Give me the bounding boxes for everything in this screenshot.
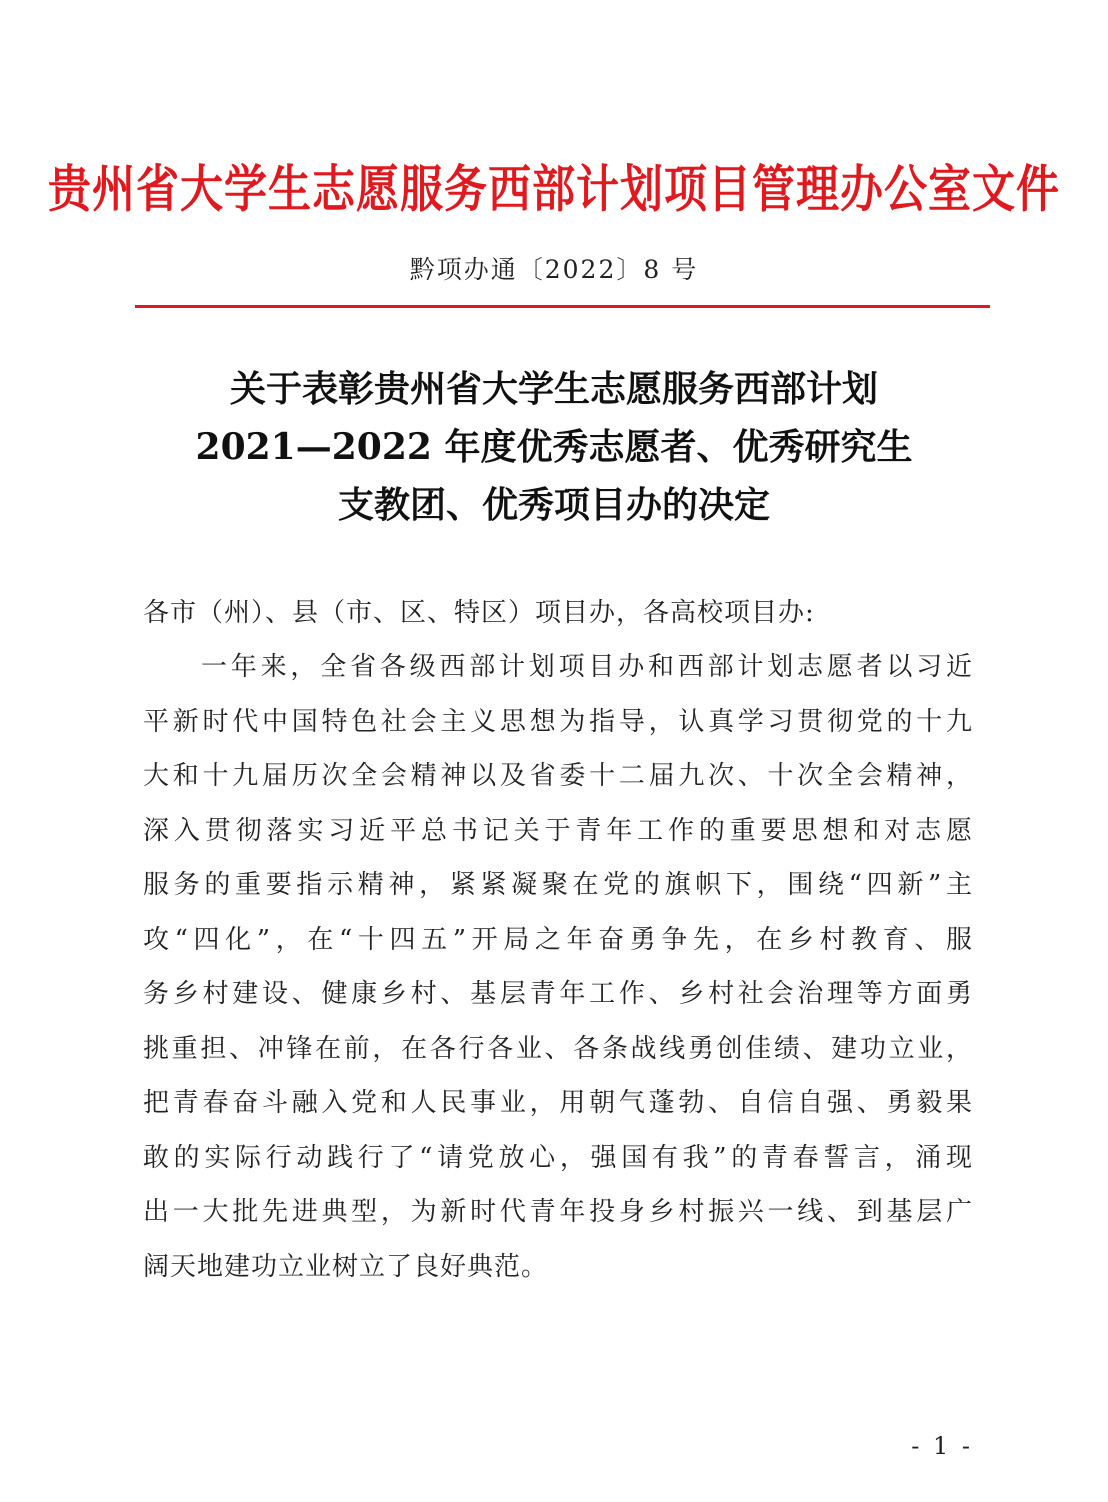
document-title (0, 360, 1108, 534)
body-line: 深入贯彻落实习近平总书记关于青年工作的重要思想和对志愿 (143, 815, 973, 846)
body-line: 务乡村建设、健康乡村、基层青年工作、乡村社会治理等方面勇 (143, 979, 973, 1009)
body-line: 出一大批先进典型，为新时代青年投身乡村振兴一线、到基层广 (143, 1197, 973, 1227)
body-line: 阔天地建功立业树立了良好典范。 (143, 1251, 549, 1282)
title-line: 2021—2022 年度优秀志愿者、优秀研究生 (195, 426, 913, 468)
salutation: 各市（州）、县（市、区、特区）项目办，各高校项目办: (143, 598, 815, 628)
page-number: - 1 - (911, 1432, 973, 1460)
body-line: 平新时代中国特色社会主义思想为指导，认真学习贯彻党的十九 (143, 706, 973, 737)
body-line: 挑重担、冲锋在前，在各行各业、各条战线勇创佳绩、建功立业， (143, 1033, 973, 1064)
red-separator-line (135, 305, 990, 308)
document-number: 黔项办通〔2022〕8 号 (409, 255, 699, 284)
body-line: 服务的重要指示精神，紧紧凝聚在党的旗帜下，围绕“四新”主 (143, 870, 973, 900)
title-line: 关于表彰贵州省大学生志愿服务西部计划 (229, 368, 878, 410)
body-line: 一年来，全省各级西部计划项目办和西部计划志愿者以习近 (201, 652, 973, 682)
body-line: 攻“四化”，在“十四五”开局之年奋勇争先，在乡村教育、服 (143, 924, 973, 955)
body-line: 敢的实际行动践行了“请党放心，强国有我”的青春誓言，涌现 (143, 1142, 973, 1173)
issuer-header: 贵州省大学生志愿服务西部计划项目管理办公室文件 (48, 160, 1060, 220)
body-line: 把青春奋斗融入党和人民事业，用朝气蓬勃、自信自强、勇毅果 (143, 1088, 973, 1118)
body-line: 大和十九届历次全会精神以及省委十二届九次、十次全会精神， (143, 761, 973, 791)
body-paragraph (143, 640, 973, 1294)
title-line: 支教团、优秀项目办的决定 (337, 484, 770, 526)
